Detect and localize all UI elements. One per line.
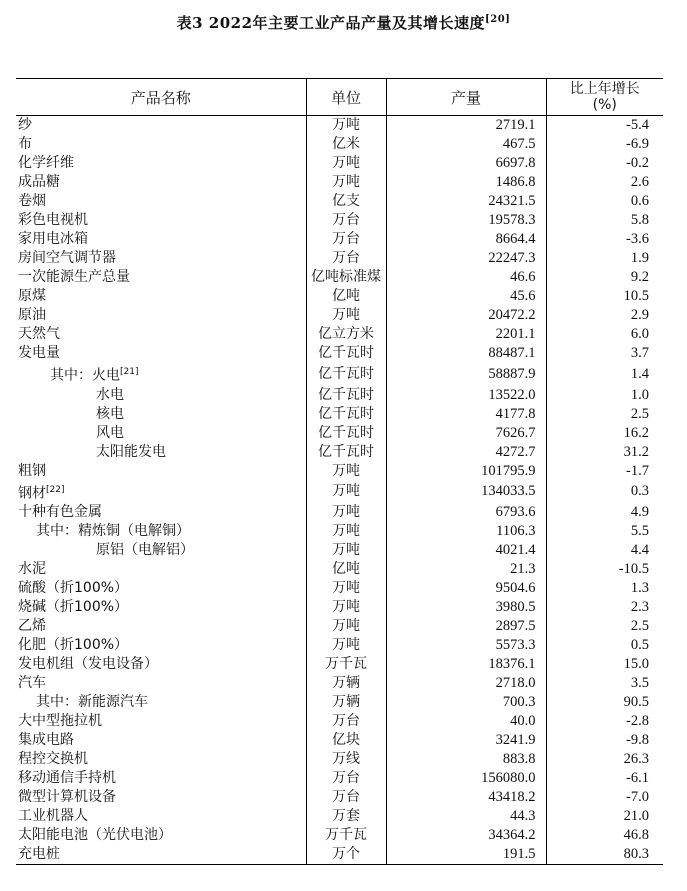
cell-growth: 16.2 xyxy=(546,424,663,443)
table-row xyxy=(16,344,663,363)
cell-product-name xyxy=(16,268,306,287)
name-text: 大中型拖拉机 xyxy=(18,713,102,730)
cell-unit: 万线 xyxy=(306,750,386,769)
cell-growth: -0.2 xyxy=(546,154,663,173)
cell-unit: 万台 xyxy=(306,230,386,249)
cell-product-name xyxy=(16,750,306,769)
cell-unit: 万千瓦 xyxy=(306,655,386,674)
cell-product-name xyxy=(16,192,306,211)
cell-unit: 万吨 xyxy=(306,598,386,617)
cell-product-name xyxy=(16,522,306,541)
cell-unit: 万台 xyxy=(306,712,386,731)
table-row xyxy=(16,173,663,192)
cell-product-name xyxy=(16,249,306,268)
cell-growth: 6.0 xyxy=(546,325,663,344)
name-text: 微型计算机设备 xyxy=(18,789,116,806)
cell-product-name xyxy=(16,541,306,560)
cell-output: 2719.1 xyxy=(386,116,546,136)
cell-growth: -3.6 xyxy=(546,230,663,249)
cell-unit: 亿吨标准煤 xyxy=(306,268,386,287)
header-output: 产量 xyxy=(386,79,546,116)
cell-product-name xyxy=(16,116,306,136)
cell-growth: 15.0 xyxy=(546,655,663,674)
cell-growth: 26.3 xyxy=(546,750,663,769)
cell-growth: 2.5 xyxy=(546,405,663,424)
cell-unit: 万吨 xyxy=(306,636,386,655)
cell-unit: 万吨 xyxy=(306,154,386,173)
cell-output: 2201.1 xyxy=(386,325,546,344)
table-row xyxy=(16,211,663,230)
cell-product-name xyxy=(16,845,306,865)
cell-growth: 5.5 xyxy=(546,522,663,541)
cell-product-name xyxy=(16,826,306,845)
name-text: 移动通信手持机 xyxy=(18,770,116,787)
table-title xyxy=(0,12,687,33)
name-text: 工业机器人 xyxy=(18,808,88,825)
cell-output: 1106.3 xyxy=(386,522,546,541)
table-row xyxy=(16,135,663,154)
header-growth-line1: 比上年增长 xyxy=(569,81,640,97)
cell-product-name xyxy=(16,287,306,306)
cell-growth: 0.5 xyxy=(546,636,663,655)
cell-product-name xyxy=(16,617,306,636)
name-text: 发电量 xyxy=(18,345,60,361)
name-text: 乙烯 xyxy=(18,618,46,635)
table-row xyxy=(16,287,663,306)
name-text: 集成电路 xyxy=(18,732,74,749)
cell-product-name xyxy=(16,154,306,173)
cell-unit: 万辆 xyxy=(306,693,386,712)
table-row xyxy=(16,788,663,807)
cell-product-name xyxy=(16,579,306,598)
cell-output: 4177.8 xyxy=(386,405,546,424)
cell-output: 46.6 xyxy=(386,268,546,287)
cell-output: 24321.5 xyxy=(386,192,546,211)
cell-output: 134033.5 xyxy=(386,481,546,504)
cell-output: 45.6 xyxy=(386,287,546,306)
cell-product-name xyxy=(16,560,306,579)
table-row xyxy=(16,617,663,636)
table-row xyxy=(16,826,663,845)
cell-product-name xyxy=(16,405,306,424)
cell-product-name xyxy=(16,211,306,230)
cell-unit: 亿吨 xyxy=(306,287,386,306)
table-row xyxy=(16,579,663,598)
header-name: 产品名称 xyxy=(16,79,306,116)
cell-growth: 0.6 xyxy=(546,192,663,211)
table-body xyxy=(16,116,663,865)
cell-unit: 万套 xyxy=(306,807,386,826)
cell-product-name xyxy=(16,598,306,617)
name-text: 原油 xyxy=(18,307,46,323)
name-prefix: 其中： xyxy=(50,367,92,384)
name-text: 汽车 xyxy=(18,675,46,692)
cell-output: 6697.8 xyxy=(386,154,546,173)
table-row xyxy=(16,845,663,865)
cell-unit: 万个 xyxy=(306,845,386,865)
cell-output: 2897.5 xyxy=(386,617,546,636)
name-text: 卷烟 xyxy=(18,193,46,209)
table-title-text: 表3 2022年主要工业产品产量及其增长速度 xyxy=(176,14,486,32)
cell-growth: -6.1 xyxy=(546,769,663,788)
cell-product-name xyxy=(16,674,306,693)
cell-growth: 4.4 xyxy=(546,541,663,560)
name-text: 发电机组（发电设备） xyxy=(18,656,158,673)
table-row xyxy=(16,522,663,541)
table-row xyxy=(16,693,663,712)
cell-growth: 1.4 xyxy=(546,363,663,386)
table-row xyxy=(16,192,663,211)
cell-growth: 2.5 xyxy=(546,617,663,636)
cell-output: 883.8 xyxy=(386,750,546,769)
cell-product-name xyxy=(16,693,306,712)
cell-output: 20472.2 xyxy=(386,306,546,325)
cell-growth: 9.2 xyxy=(546,268,663,287)
name-text: 天然气 xyxy=(18,326,60,342)
name-text: 精炼铜（电解铜） xyxy=(78,523,190,540)
cell-product-name xyxy=(16,712,306,731)
cell-output: 101795.9 xyxy=(386,462,546,481)
cell-unit: 亿吨 xyxy=(306,560,386,579)
cell-unit: 万吨 xyxy=(306,522,386,541)
table-row xyxy=(16,769,663,788)
name-text: 纱 xyxy=(18,117,32,133)
cell-growth: -7.0 xyxy=(546,788,663,807)
cell-growth: -5.4 xyxy=(546,116,663,136)
cell-output: 21.3 xyxy=(386,560,546,579)
cell-output: 22247.3 xyxy=(386,249,546,268)
table-row xyxy=(16,386,663,405)
table-row xyxy=(16,655,663,674)
name-text: 化肥（折100%） xyxy=(18,637,129,654)
cell-unit: 万台 xyxy=(306,211,386,230)
cell-unit: 亿支 xyxy=(306,192,386,211)
table-row xyxy=(16,750,663,769)
cell-growth: 1.3 xyxy=(546,579,663,598)
cell-output: 191.5 xyxy=(386,845,546,865)
cell-product-name xyxy=(16,306,306,325)
name-prefix: 其中： xyxy=(36,523,78,540)
name-text: 火电 xyxy=(92,367,120,384)
name-text: 成品糖 xyxy=(18,174,60,190)
cell-unit: 万千瓦 xyxy=(306,826,386,845)
cell-product-name xyxy=(16,135,306,154)
cell-unit: 万吨 xyxy=(306,579,386,598)
table-row xyxy=(16,731,663,750)
name-text: 化学纤维 xyxy=(18,155,74,171)
cell-growth: 1.9 xyxy=(546,249,663,268)
cell-growth: -1.7 xyxy=(546,462,663,481)
cell-output: 9504.6 xyxy=(386,579,546,598)
cell-product-name xyxy=(16,363,306,386)
cell-product-name xyxy=(16,788,306,807)
cell-output: 4272.7 xyxy=(386,443,546,462)
cell-unit: 亿块 xyxy=(306,731,386,750)
name-text: 粗钢 xyxy=(18,462,46,479)
cell-unit: 万吨 xyxy=(306,116,386,136)
cell-growth: 2.6 xyxy=(546,173,663,192)
cell-growth: 4.9 xyxy=(546,503,663,522)
table-row xyxy=(16,712,663,731)
cell-growth: 80.3 xyxy=(546,845,663,865)
table-row xyxy=(16,598,663,617)
table-row xyxy=(16,154,663,173)
cell-product-name xyxy=(16,344,306,363)
cell-product-name xyxy=(16,503,306,522)
cell-growth: 31.2 xyxy=(546,443,663,462)
cell-growth: -10.5 xyxy=(546,560,663,579)
cell-output: 6793.6 xyxy=(386,503,546,522)
cell-output: 19578.3 xyxy=(386,211,546,230)
cell-unit: 万吨 xyxy=(306,462,386,481)
production-table xyxy=(16,78,663,865)
cell-unit: 亿千瓦时 xyxy=(306,443,386,462)
cell-output: 467.5 xyxy=(386,135,546,154)
footnote-marker: [22] xyxy=(46,484,65,495)
cell-output: 7626.7 xyxy=(386,424,546,443)
cell-unit: 万吨 xyxy=(306,481,386,504)
name-text: 彩色电视机 xyxy=(18,212,88,228)
cell-output: 43418.2 xyxy=(386,788,546,807)
header-unit: 单位 xyxy=(306,79,386,116)
cell-unit: 万吨 xyxy=(306,173,386,192)
footnote-marker: [21] xyxy=(120,367,139,377)
table-title-note: [20] xyxy=(485,14,511,25)
cell-product-name xyxy=(16,462,306,481)
table-row xyxy=(16,541,663,560)
cell-growth: 0.3 xyxy=(546,481,663,504)
cell-output: 13522.0 xyxy=(386,386,546,405)
cell-output: 3241.9 xyxy=(386,731,546,750)
cell-unit: 亿千瓦时 xyxy=(306,363,386,386)
name-text: 太阳能电池（光伏电池） xyxy=(18,827,172,844)
table-row xyxy=(16,636,663,655)
cell-output: 8664.4 xyxy=(386,230,546,249)
table-row xyxy=(16,560,663,579)
name-text: 原铝（电解铝） xyxy=(96,542,194,559)
cell-product-name xyxy=(16,481,306,504)
cell-product-name xyxy=(16,386,306,405)
cell-output: 5573.3 xyxy=(386,636,546,655)
cell-unit: 亿米 xyxy=(306,135,386,154)
cell-unit: 万台 xyxy=(306,249,386,268)
cell-product-name xyxy=(16,769,306,788)
cell-growth: 5.8 xyxy=(546,211,663,230)
header-row xyxy=(16,79,663,116)
cell-product-name xyxy=(16,424,306,443)
cell-product-name xyxy=(16,731,306,750)
name-text: 程控交换机 xyxy=(18,751,88,768)
cell-growth: 2.3 xyxy=(546,598,663,617)
table-row xyxy=(16,405,663,424)
cell-unit: 万台 xyxy=(306,788,386,807)
cell-unit: 亿千瓦时 xyxy=(306,424,386,443)
cell-product-name xyxy=(16,636,306,655)
name-text: 水电 xyxy=(96,386,124,403)
table-row xyxy=(16,807,663,826)
cell-unit: 亿千瓦时 xyxy=(306,386,386,405)
name-prefix: 其中： xyxy=(36,694,78,711)
cell-unit: 亿立方米 xyxy=(306,325,386,344)
table-row xyxy=(16,443,663,462)
cell-output: 2718.0 xyxy=(386,674,546,693)
name-text: 充电桩 xyxy=(18,846,60,863)
cell-growth: 10.5 xyxy=(546,287,663,306)
cell-output: 44.3 xyxy=(386,807,546,826)
cell-growth: 3.7 xyxy=(546,344,663,363)
name-text: 布 xyxy=(18,136,32,152)
name-text: 水泥 xyxy=(18,561,46,578)
name-text: 风电 xyxy=(96,424,124,441)
table-row xyxy=(16,268,663,287)
cell-output: 88487.1 xyxy=(386,344,546,363)
cell-growth: 1.0 xyxy=(546,386,663,405)
name-text: 原煤 xyxy=(18,288,46,304)
header-growth-line2: (%) xyxy=(592,97,617,113)
cell-product-name xyxy=(16,325,306,344)
cell-product-name xyxy=(16,655,306,674)
name-text: 新能源汽车 xyxy=(78,694,148,711)
cell-growth: -2.8 xyxy=(546,712,663,731)
name-text: 家用电冰箱 xyxy=(18,231,88,247)
table-row xyxy=(16,462,663,481)
name-text: 硫酸（折100%） xyxy=(18,580,129,597)
name-text: 太阳能发电 xyxy=(96,443,166,460)
table-row xyxy=(16,481,663,504)
cell-growth: 46.8 xyxy=(546,826,663,845)
table-row xyxy=(16,249,663,268)
cell-output: 4021.4 xyxy=(386,541,546,560)
cell-product-name xyxy=(16,443,306,462)
cell-output: 18376.1 xyxy=(386,655,546,674)
cell-product-name xyxy=(16,230,306,249)
cell-output: 700.3 xyxy=(386,693,546,712)
cell-output: 34364.2 xyxy=(386,826,546,845)
cell-output: 3980.5 xyxy=(386,598,546,617)
cell-growth: 90.5 xyxy=(546,693,663,712)
table-row xyxy=(16,424,663,443)
cell-output: 58887.9 xyxy=(386,363,546,386)
table-row xyxy=(16,503,663,522)
cell-unit: 万辆 xyxy=(306,674,386,693)
cell-output: 156080.0 xyxy=(386,769,546,788)
name-text: 十种有色金属 xyxy=(18,504,102,521)
table-row xyxy=(16,363,663,386)
name-text: 核电 xyxy=(96,405,124,422)
name-text: 烧碱（折100%） xyxy=(18,599,129,616)
table-row xyxy=(16,230,663,249)
cell-unit: 亿千瓦时 xyxy=(306,344,386,363)
cell-growth: 21.0 xyxy=(546,807,663,826)
cell-product-name xyxy=(16,173,306,192)
name-text: 一次能源生产总量 xyxy=(18,269,130,285)
name-text: 房间空气调节器 xyxy=(18,250,116,266)
table-row xyxy=(16,325,663,344)
cell-unit: 万吨 xyxy=(306,306,386,325)
header-growth xyxy=(546,79,663,116)
cell-unit: 万台 xyxy=(306,769,386,788)
cell-unit: 万吨 xyxy=(306,503,386,522)
name-text: 钢材 xyxy=(18,485,46,502)
cell-unit: 亿千瓦时 xyxy=(306,405,386,424)
cell-growth: -9.8 xyxy=(546,731,663,750)
table-row xyxy=(16,116,663,136)
cell-output: 1486.8 xyxy=(386,173,546,192)
table-row xyxy=(16,306,663,325)
cell-unit: 万吨 xyxy=(306,541,386,560)
cell-growth: 3.5 xyxy=(546,674,663,693)
cell-growth: -6.9 xyxy=(546,135,663,154)
table-row xyxy=(16,674,663,693)
cell-product-name xyxy=(16,807,306,826)
cell-unit: 万吨 xyxy=(306,617,386,636)
cell-output: 40.0 xyxy=(386,712,546,731)
cell-growth: 2.9 xyxy=(546,306,663,325)
